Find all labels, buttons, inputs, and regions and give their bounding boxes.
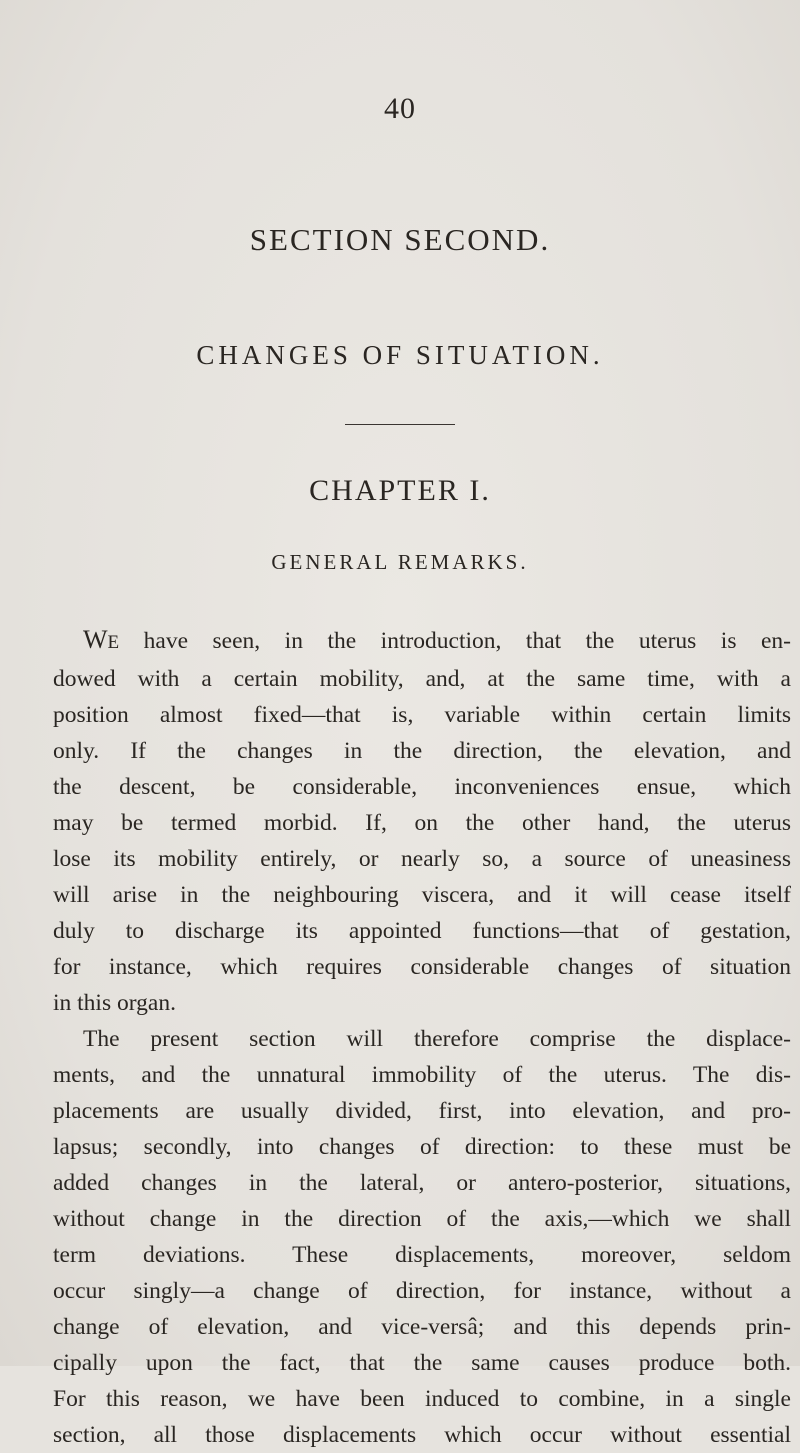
subject-title: CHANGES OF SITUATION.: [196, 340, 604, 370]
paragraph-line: for instance, which requires considerable changes of situation: [53, 954, 791, 980]
chapter-subtitle: GENERAL REMARKS.: [271, 550, 529, 574]
section-title: SECTION SECOND.: [249, 222, 551, 257]
paragraph-line: only. If the changes in the direction, the elevation, and: [53, 738, 791, 764]
body-text: [53, 622, 791, 1453]
paragraph-line: placements are usually divided, first, into elevation, and pro-: [53, 1098, 791, 1124]
paragraph-line: The present section will therefore comprise the displace-: [83, 1026, 791, 1052]
paragraph-line: in this organ.: [53, 990, 176, 1016]
paragraph-line: ments, and the unnatural immobility of the uterus. The dis-: [53, 1062, 791, 1088]
paragraph-line: added changes in the lateral, or antero-posterior, situations,: [53, 1170, 791, 1196]
paragraph-line: will arise in the neighbouring viscera, and it will cease itself: [53, 882, 791, 908]
paragraph-line: dowed with a certain mobility, and, at the same time, with a: [53, 666, 791, 692]
title-divider: [345, 424, 455, 425]
paragraph-line: the descent, be considerable, inconveniences ensue, which: [53, 774, 791, 800]
paragraph-line: occur singly—a change of direction, for instance, without a: [53, 1278, 791, 1304]
lead-initial: W: [83, 625, 108, 654]
paragraph-line: term deviations. These displacements, moreover, seldom: [53, 1242, 791, 1268]
paragraph-line: [53, 622, 791, 661]
paragraph-line: change of elevation, and vice-versâ; and this depends prin-: [53, 1314, 791, 1340]
paragraph-line: lose its mobility entirely, or nearly so, a source of uneasiness: [53, 846, 791, 872]
paragraph-line: cipally upon the fact, that the same causes produce both.: [53, 1350, 791, 1376]
lead-smallcap: E: [107, 632, 120, 653]
paragraph-line: lapsus; secondly, into changes of direction: to these must be: [53, 1134, 791, 1160]
paragraph-line: without change in the direction of the axis,—which we shall: [53, 1206, 791, 1232]
paragraph-line: may be termed morbid. If, on the other hand, the uterus: [53, 810, 791, 836]
chapter-title: CHAPTER I.: [309, 474, 491, 507]
lead-rest: have seen, in the introduction, that the uterus is en-: [119, 628, 791, 654]
paragraph-line: position almost fixed—that is, variable within certain limits: [53, 702, 791, 728]
page-number: 40: [384, 92, 416, 125]
paragraph-line: section, all those displacements which occur without essential: [53, 1422, 791, 1448]
paragraph-line: duly to discharge its appointed functions—that of gestation,: [53, 918, 791, 944]
paragraph-line: For this reason, we have been induced to combine, in a single: [53, 1386, 791, 1412]
